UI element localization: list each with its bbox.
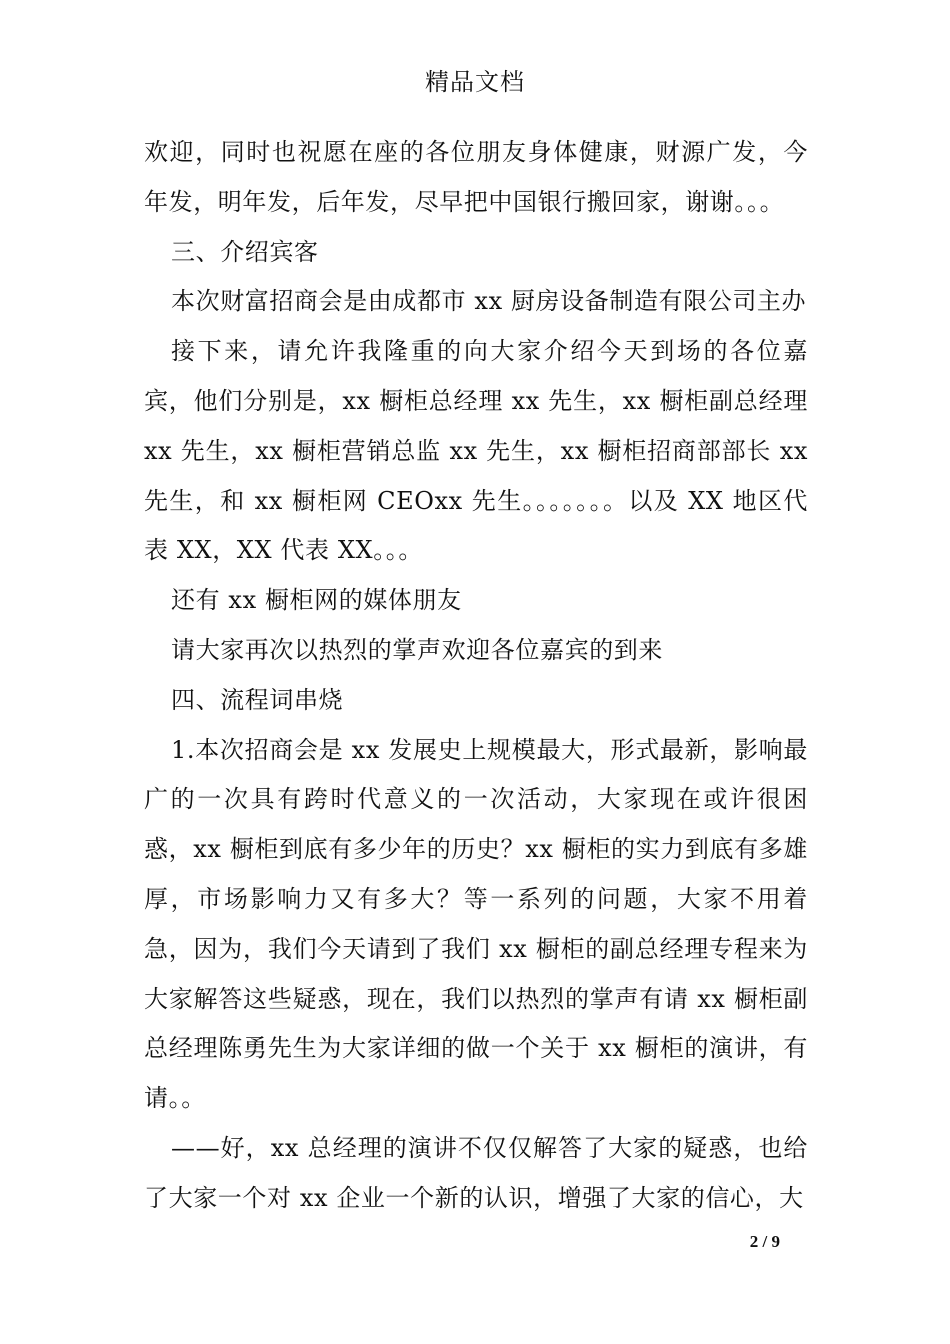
paragraph-guest-list: 接下来，请允许我隆重的向大家介绍今天到场的各位嘉宾，他们分别是，xx 橱柜总经理 xx 先生，xx 橱柜副总经理 xx 先生，xx 橱柜营销总监 xx 先生，xx 橱柜招商部部长 xx 先生，和 xx 橱柜网 CEOxx 先生。。。。。。。以及 XX 地区代表 XX，XX 代表 XX。。。 [144, 337, 808, 565]
section-heading-process: 四、流程词串烧 [171, 685, 344, 714]
section-heading-introduce-guests: 三、介绍宾客 [171, 237, 319, 266]
paragraph-1: 欢迎，同时也祝愿在座的各位朋友身体健康，财源广发，今年发，明年发，后年发，尽早把中国银行搬回家，谢谢。。。 [144, 138, 808, 216]
paragraph-applause: 请大家再次以热烈的掌声欢迎各位嘉宾的到来 [171, 635, 663, 664]
paragraph-speech-summary: ——好，xx 总经理的演讲不仅仅解答了大家的疑惑，也给了大家一个对 xx 企业一个新的认识，增强了大家的信心，大 [144, 1133, 808, 1212]
document-body [144, 128, 808, 1224]
paragraph-speech-intro: 1.本次招商会是 xx 发展史上规模最大，形式最新，影响最广的一次具有跨时代意义的一次活动，大家现在或许很困惑，xx 橱柜到底有多少年的历史？xx 橱柜的实力到底有多雄厚，市场影响力又有多大？等一系列的问题，大家不用着急，因为，我们今天请到了我们 xx 橱柜的副总经理专程来为大家解答这些疑惑，现在，我们以热烈的掌声有请 xx 橱柜副总经理陈勇先生为大家详细的做一个关于 xx 橱柜的演讲，有请。。 [144, 735, 808, 1113]
page-number: 2 / 9 [749, 1232, 780, 1251]
paragraph-media-friends: 还有 xx 橱柜网的媒体朋友 [171, 586, 462, 615]
page-header-title: 精品文档 [425, 68, 525, 96]
paragraph-organizer: 本次财富招商会是由成都市 xx 厨房设备制造有限公司主办 [171, 287, 807, 316]
